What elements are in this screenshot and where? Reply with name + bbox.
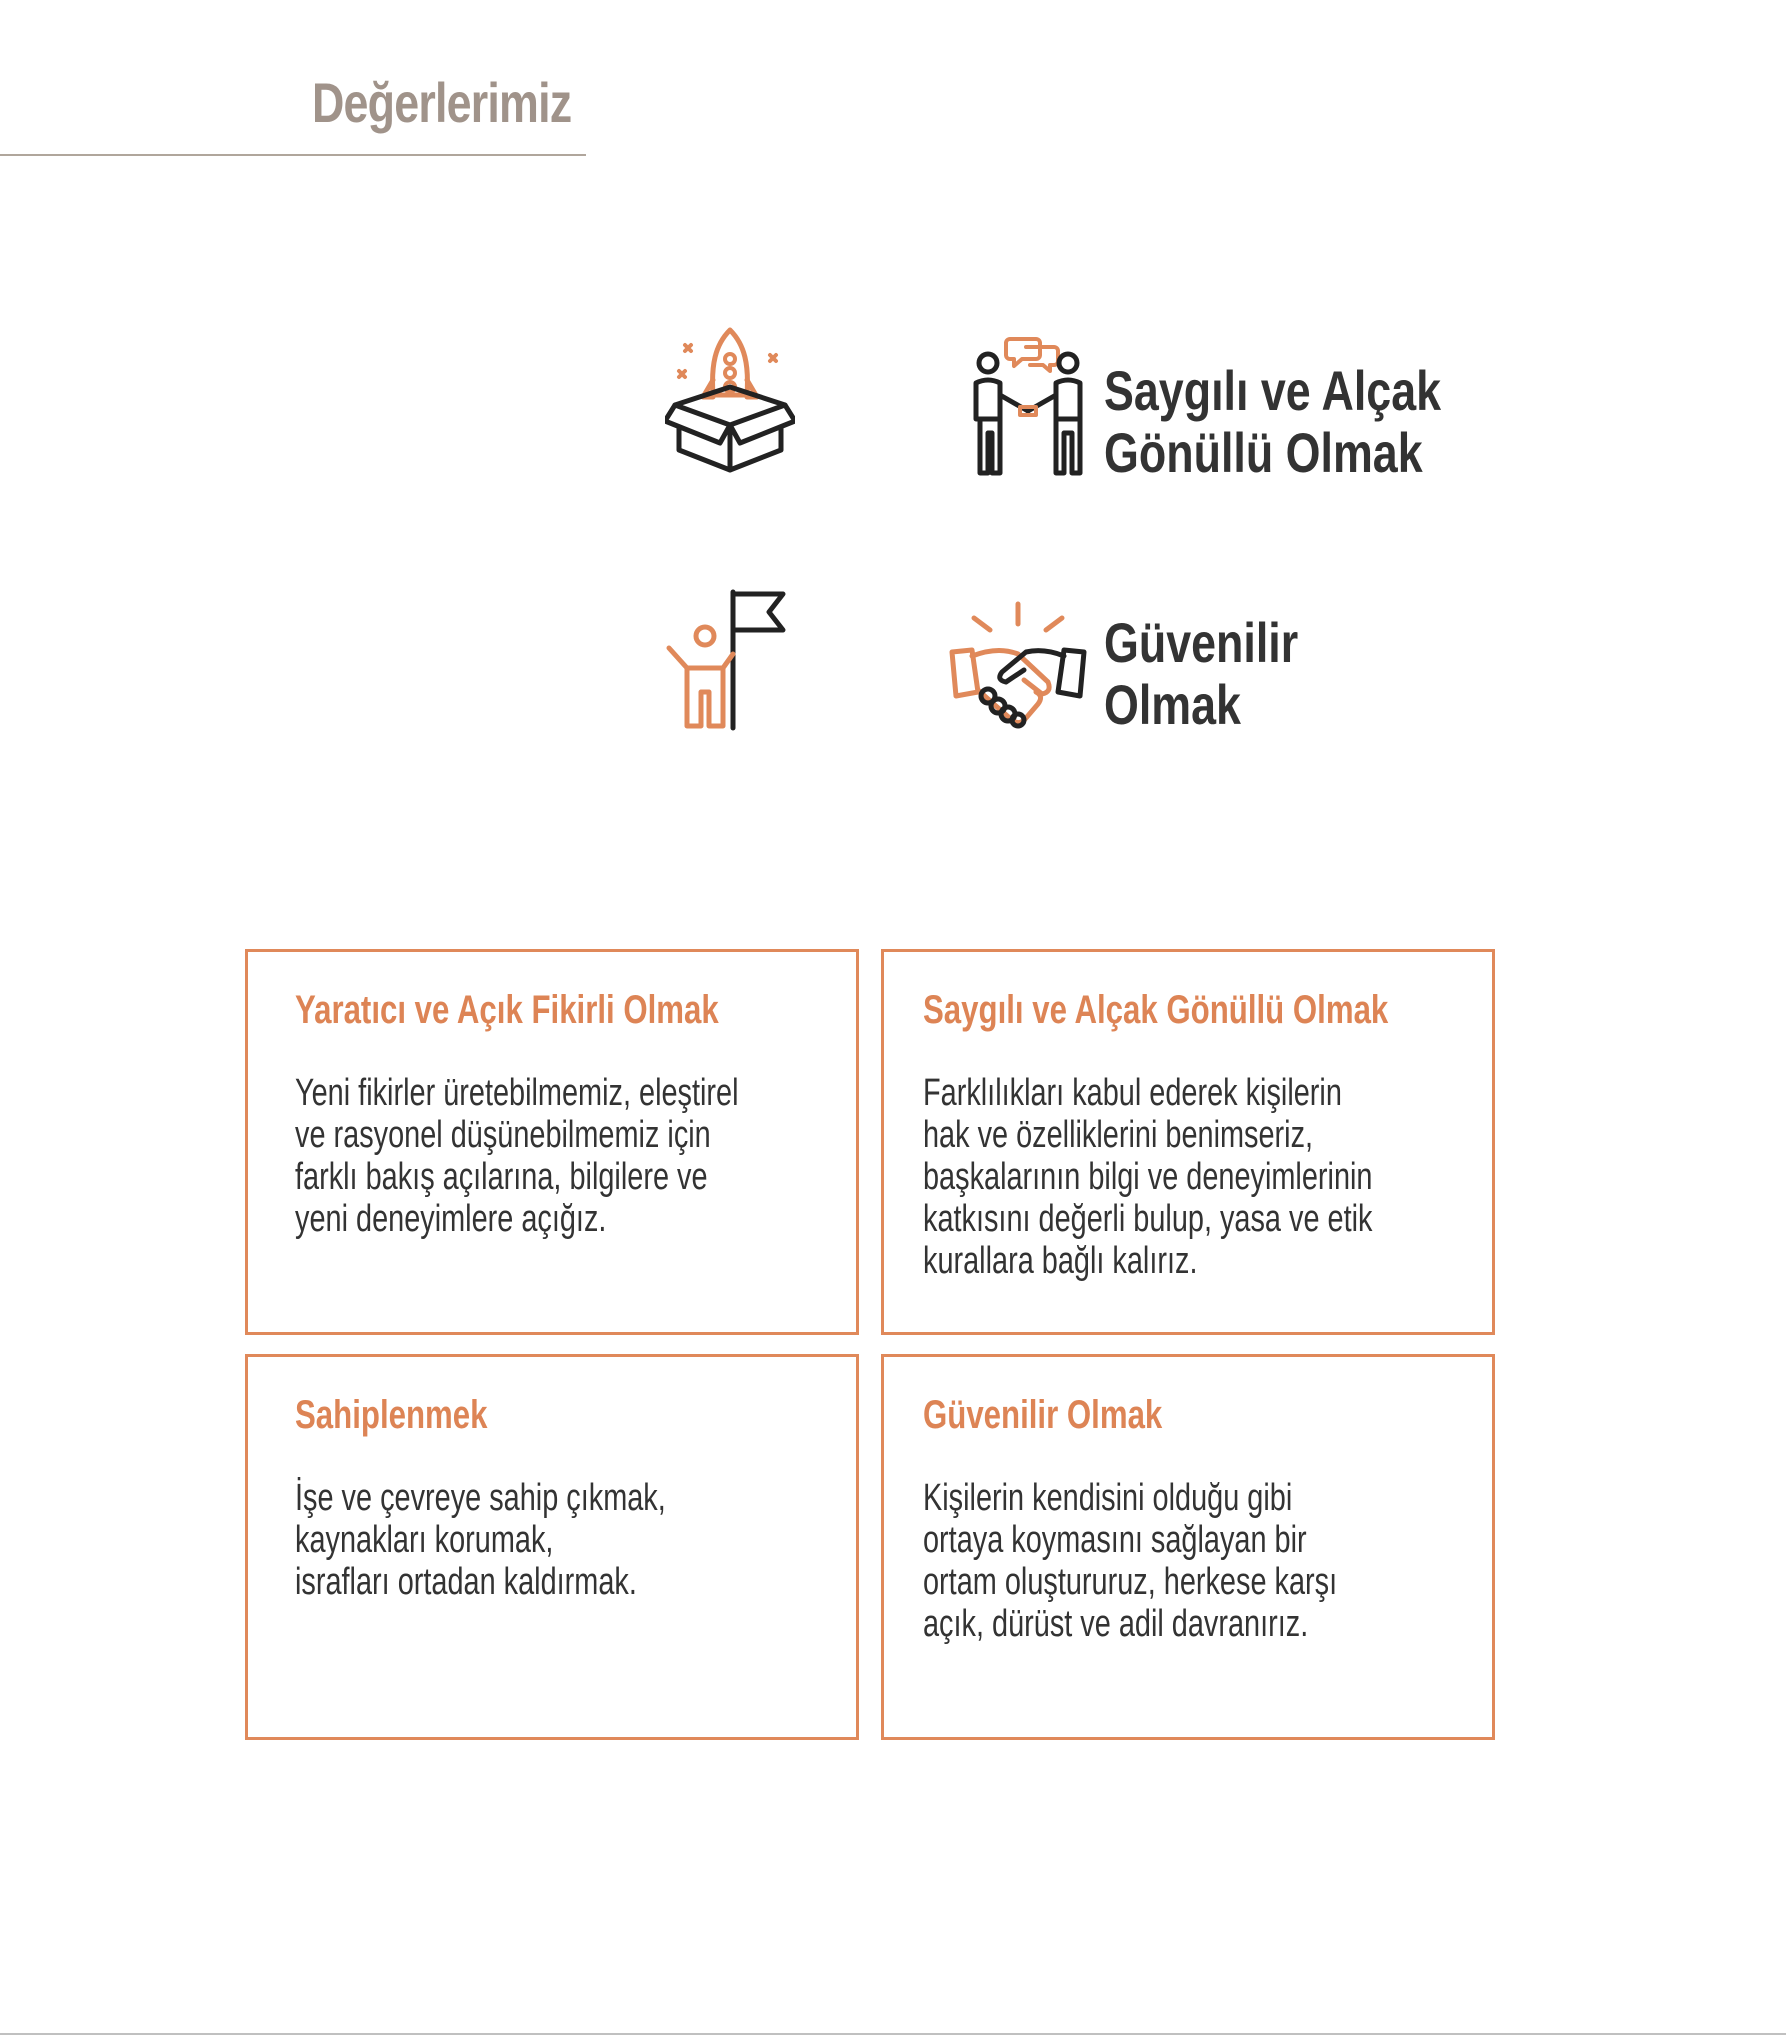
page-title-text: Değerlerimiz bbox=[312, 71, 572, 134]
card-title bbox=[295, 1393, 542, 1438]
card-title bbox=[923, 1393, 1230, 1438]
value-heading-line: Gönüllü Olmak bbox=[1104, 421, 1423, 484]
card-text-line: İşe ve çevreye sahip çıkmak, bbox=[295, 1477, 666, 1519]
card-text-line: hak ve özelliklerini benimseriz, bbox=[923, 1114, 1314, 1156]
bottom-divider bbox=[0, 2033, 1786, 2035]
card-text-line: israfları ortadan kaldırmak. bbox=[295, 1561, 637, 1603]
card-text-line: farklı bakış açılarına, bilgilere ve bbox=[295, 1156, 708, 1198]
value-heading-line: Saygılı ve Alçak bbox=[1104, 359, 1442, 422]
card-text-line: Kişilerin kendisini olduğu gibi bbox=[923, 1477, 1293, 1519]
card-title bbox=[295, 988, 838, 1033]
card-text-line: ortam oluştururuz, herkese karşı bbox=[923, 1561, 1338, 1603]
card-text-line: açık, dürüst ve adil davranırız. bbox=[923, 1603, 1309, 1645]
card-title-text: Saygılı ve Alçak Gönüllü Olmak bbox=[923, 988, 1389, 1032]
card-trustworthy bbox=[881, 1354, 1495, 1740]
card-text-line: kaynakları korumak, bbox=[295, 1519, 554, 1561]
rocket-box-icon bbox=[665, 325, 795, 475]
card-title-text: Yaratıcı ve Açık Fikirli Olmak bbox=[295, 988, 719, 1032]
handshake-icon bbox=[948, 600, 1088, 740]
people-talking-icon bbox=[968, 333, 1088, 483]
card-text bbox=[295, 1072, 879, 1240]
person-flag-icon bbox=[665, 588, 795, 733]
card-text bbox=[923, 1072, 1514, 1282]
card-title bbox=[923, 988, 1520, 1033]
title-divider bbox=[0, 154, 586, 156]
card-text-line: ve rasyonel düşünebilmemiz için bbox=[295, 1114, 711, 1156]
card-title-text: Güvenilir Olmak bbox=[923, 1393, 1163, 1437]
card-text-line: ortaya koymasını sağlayan bir bbox=[923, 1519, 1307, 1561]
card-text-line: yeni deneyimlere açığız. bbox=[295, 1198, 607, 1240]
card-ownership bbox=[245, 1354, 859, 1740]
card-text-line: kurallara bağlı kalırız. bbox=[923, 1240, 1198, 1282]
card-title-text: Sahiplenmek bbox=[295, 1393, 488, 1437]
card-respectful bbox=[881, 949, 1495, 1335]
card-text-line: katkısını değerli bulup, yasa ve etik bbox=[923, 1198, 1373, 1240]
card-text-line: Yeni fikirler üretebilmemiz, eleştirel bbox=[295, 1072, 739, 1114]
value-heading-line: Güvenilir bbox=[1104, 611, 1299, 674]
value-heading-trustworthy bbox=[1104, 612, 1347, 736]
page-title bbox=[312, 70, 636, 135]
card-creative bbox=[245, 949, 859, 1335]
card-text bbox=[923, 1477, 1468, 1645]
card-text bbox=[295, 1477, 783, 1603]
value-heading-respectful bbox=[1104, 360, 1525, 484]
card-text-line: başkalarının bilgi ve deneyimlerinin bbox=[923, 1156, 1373, 1198]
card-text-line: Farklılıkları kabul ederek kişilerin bbox=[923, 1072, 1342, 1114]
value-heading-line: Olmak bbox=[1104, 673, 1241, 736]
